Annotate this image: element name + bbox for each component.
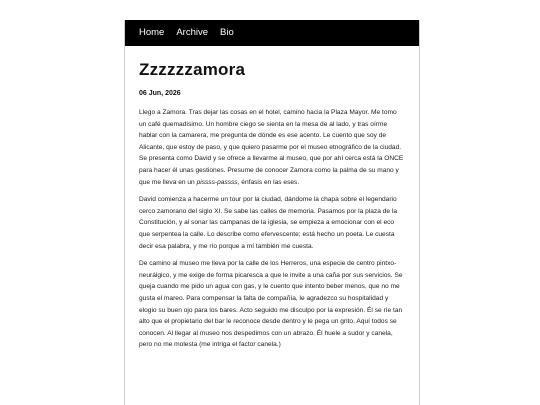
post-content: [125, 46, 419, 351]
post-paragraph-3: De camino al museo me lleva por la calle de los Herreros, una especie de centro pintxo-neurálgico, y me exige de forma picaresca a que le invite a una caña por sus servicios. Se queja cuando me pido un agua con gas, y le cuento que intento beber menos, que no me gusta el mareo. Para compensar la falta de compañía, le agradezco su hospitalidad y elogio su buen ojo para los bares. Acto seguido me disculpo por la expresión. Él se ríe tan alto que el propietario del bar le reconoce desde dentro y le pega un grito. Aquí todos se conocen. Al llegar al museo nos despedimos con un abrazo. Él huele a sudor y canela, pero no me molesta (me intriga el factor canela.): [139, 260, 403, 349]
nav-link-bio[interactable]: Bio: [220, 27, 234, 38]
nav-link-home[interactable]: Home: [139, 27, 165, 38]
post-title: Zzzzzzamora: [139, 60, 246, 79]
paragraph-1-emphasis: pissss-passss: [196, 178, 238, 186]
top-navigation: [125, 20, 419, 46]
paragraph-1-text-start: Llego a Zamora. Tras dejar las cosas en el hotel, camino hacia la Plaza Mayor. Me tomo un café quemadísimo. Un hombre ciego se sienta en la mesa de al lado, y tras oírme hablar con la camarera, me pregunta de dónde es ese acento. Le cuento que soy de Alicante, que estoy de paso, y que quiero pasarme por el museo etnográfico de la ciudad. Se presenta como David y se ofrece a llevarme al museo, que por ahí cerca está la ONCE para hacer él unas gestiones. Presume de conocer Zamora como la palma de su mano y que me lleva en un: [139, 109, 404, 186]
nav-link-archive[interactable]: Archive: [176, 27, 209, 38]
post-paragraph-2: David comienza a hacerme un tour por la ciudad, dándome la chapa sobre el legendario cerco zamorano del siglo XI. Se sabe las calles de memoria. Pasamos por la plaza de la Constitución, y al sonar las campanas de la iglesia, se empieza a emocionar con el eco que serpentea la calle. Lo describe como efervescente; está hecho un poeta. Le cuesta decir esa palabra, y me río porque a mí también me cuesta.: [139, 196, 398, 250]
post-date: 06 Jun, 2026: [139, 90, 181, 97]
paragraph-1-text-end: , énfasis en las eses.: [237, 178, 300, 186]
page-container: [124, 20, 420, 405]
post-paragraph-1: [139, 107, 405, 188]
